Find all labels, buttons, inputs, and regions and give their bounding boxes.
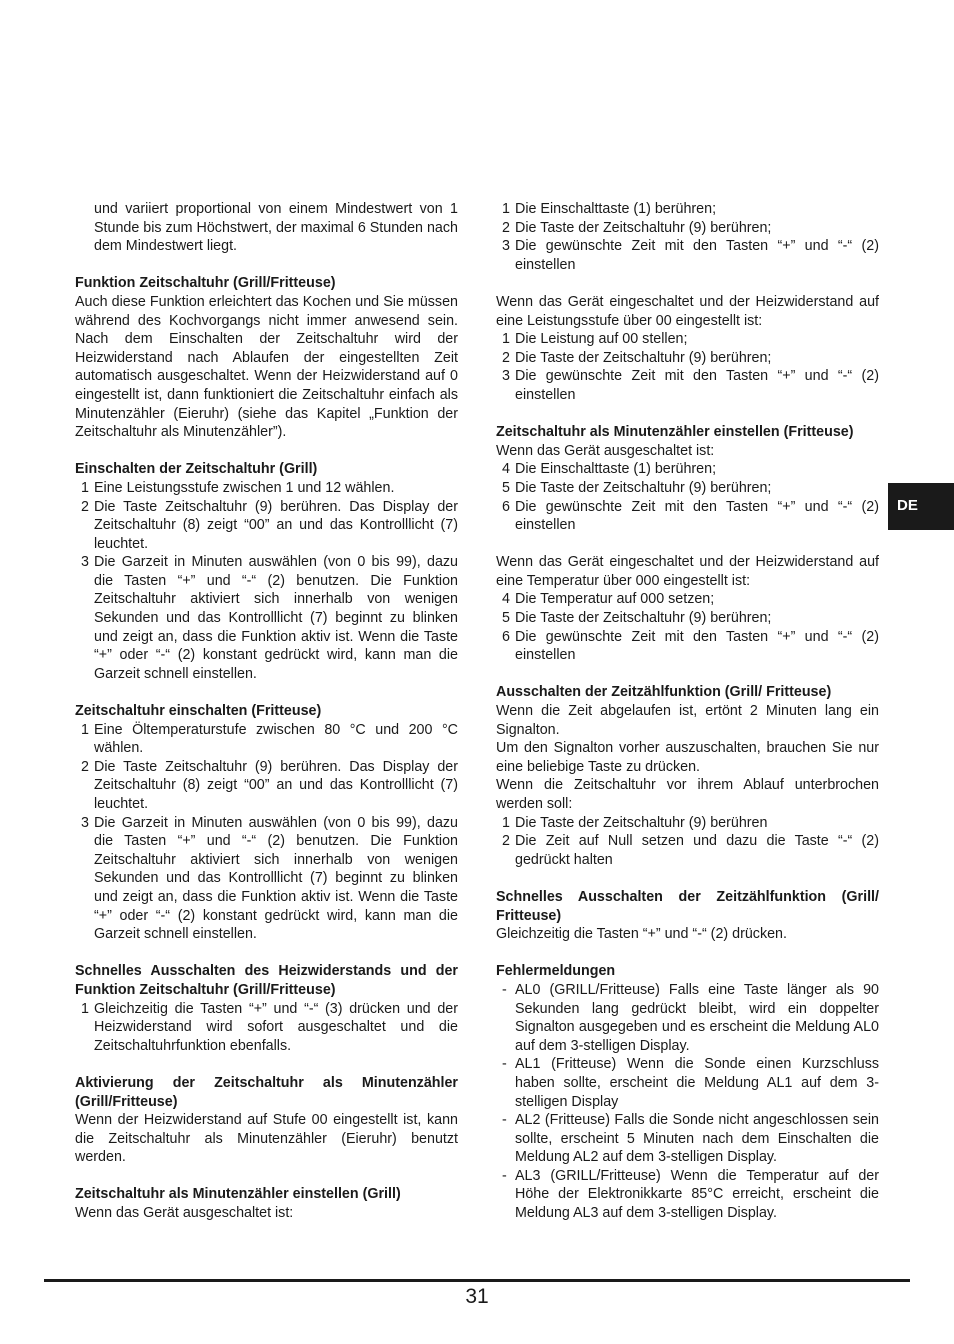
list-item: 3 Die Garzeit in Minuten auswählen (von 0 bis 99), dazu die Tasten “+” und “-“ (2) benutzen. Die Funktion Zeitschaltuhr aktiviert sich innerhalb von wenigen Sekunden und das Kontrolllicht (7) beginnt zu blinken und zeigt an, dass die Funktion aktiv ist. Wenn die Taste “+” oder “-“ (2) konstant gedrückt wird, kann man die Garzeit schnell einstellen. [81,814,458,943]
paragraph-temperatur: Wenn das Gerät eingeschaltet und der Heizwiderstand auf eine Temperatur über 000 eingestellt ist: [496,554,879,589]
heading-ausschalten-zeitzaehlfunktion: Ausschalten der Zeitzählfunktion (Grill/ Fritteuse) [496,684,832,701]
page-number: 31 [465,1285,489,1308]
intro-paragraph: und variiert proportional von einem Mindestwert von 1 Stunde bis zum Höchstwert, der maximal 6 Stunden nach dem Mindestwert liegt. [94,201,458,255]
paragraph-schnelles-ausschalten-zeitzaehl: Gleichzeitig die Tasten “+” und “-“ (2) drücken. [496,926,787,943]
list-item: 2 Die Zeit auf Null setzen und dazu die Taste “-“ (2) gedrückt halten [502,833,879,868]
list-temperatur [496,590,879,664]
list-minutenzaehler-fritteuse [496,460,879,534]
list-item: 3 Die Garzeit in Minuten auswählen (von 0 bis 99), dazu die Tasten “+” und “-“ (2) benutzen. Die Funktion Zeitschaltuhr aktiviert sich innerhalb von wenigen Sekunden und das Kontrolllicht (7) beginnt zu blinken und zeigt an, dass die Funktion aktiv ist. Wenn die Taste “+” oder “-“ (2) konstant gedrückt wird, kann man die Garzeit schnell einstellen. [81,554,458,682]
list-item: 2 Die Taste der Zeitschaltuhr (9) berühren; [502,219,772,236]
heading-einschalten-fritteuse: Zeitschaltuhr einschalten (Fritteuse) [75,703,322,720]
list-item: 3 Die gewünschte Zeit mit den Tasten “+” und “-“ (2) einstellen [502,238,879,273]
list-item: 1 Eine Öltemperaturstufe zwischen 80 °C und 200 °C wählen. [81,721,458,757]
list-item: 1 Gleichzeitig die Tasten “+” und “-“ (3) drücken und der Heizwiderstand wird sofort ausgeschaltet und die Zeitschaltuhrfunktion ebenfalls. [81,1000,458,1054]
list-item: 2 Die Taste Zeitschaltuhr (9) berühren. Das Display der Zeitschaltuhr (8) zeigt “00” an und das Kontrolllicht (7) leuchtet. [81,758,458,812]
list-item: 6 Die gewünschte Zeit mit den Tasten “+” und “-“ (2) einstellen [502,628,879,664]
right-column [496,200,879,1223]
list-item: - AL0 (GRILL/Fritteuse) Falls eine Taste länger als 90 Sekunden lang gedrückt bleibt, wird ein doppelter Signalton ausgegeben und es erscheint die Meldung AL0 auf dem 3-stelligen Display. [502,981,879,1054]
paragraph-signalton-ausschalten: Um den Signalton vorher auszuschalten, brauchen Sie nur eine beliebige Taste zu drücken. [496,740,879,775]
list-fehlermeldungen [496,981,879,1223]
list-item: 1 Die Einschalttaste (1) berühren; [502,201,717,217]
list-item: - AL3 (GRILL/Fritteuse) Wenn die Temperatur auf der Höhe der Elektronikkarte 85°C erreicht, erscheint die Meldung AL3 auf dem 3-stelligen Display. [502,1167,879,1222]
list-item: 1 Die Leistung auf 00 stellen; [502,331,688,348]
paragraph-zeitschaltuhr-funktion: Auch diese Funktion erleichtert das Kochen und Sie müssen während des Kochvorgangs nicht immer anwesend sein. Nach dem Einschalten der Zeitschaltuhr wird der Heizwiderstand nach Ablaufen der eingestellten Zeit automatisch ausgeschaltet. Wenn der Heizwiderstand auf 0 eingestellt ist, dann funktioniert die Zeitschaltuhr einfach als Minutenzähler (Eieruhr) (siehe das Kapitel „Funktion der Zeitschaltuhr als Minutenzähler”). [75,293,458,441]
paragraph-unterbrechen: Wenn die Zeitschaltuhr vor ihrem Ablauf unterbrochen werden soll: [496,777,879,812]
language-tab: DE [888,483,954,530]
list-item: 2 Die Taste Zeitschaltuhr (9) berühren. Das Display der Zeitschaltuhr (8) zeigt “00” an und das Kontrolllicht (7) leuchtet. [81,498,458,552]
footer-divider [44,1279,910,1282]
heading-minutenzaehler-grill: Zeitschaltuhr als Minutenzähler einstellen (Grill) [75,1186,401,1203]
list-item: - AL2 (Fritteuse) Falls die Sonde nicht angeschlossen sein sollte, erscheint 5 Minuten nach dem Einschalten die Meldung AL2 auf dem 3-stelligen Display. [502,1112,879,1166]
heading-aktivierung-minutenzaehler: Aktivierung der Zeitschaltuhr als Minutenzähler (Grill/Fritteuse) [75,1074,458,1110]
paragraph-minutenzaehler-fritteuse: Wenn das Gerät ausgeschaltet ist: [496,442,715,459]
list-grill-steps [496,200,879,274]
heading-fehlermeldungen: Fehlermeldungen [496,963,616,980]
list-leistungsstufe [496,330,879,404]
list-schnelles-ausschalten [75,1000,458,1056]
list-item: 1 Die Taste der Zeitschaltuhr (9) berühren [502,814,768,831]
heading-zeitschaltuhr-funktion: Funktion Zeitschaltuhr (Grill/Fritteuse) [75,275,336,292]
list-einschalten-fritteuse [75,721,458,944]
list-item: 4 Die Temperatur auf 000 setzen; [502,591,715,608]
left-column [75,200,458,1223]
list-unterbrechen [496,814,879,870]
heading-minutenzaehler-fritteuse: Zeitschaltuhr als Minutenzähler einstellen (Fritteuse) [496,424,854,441]
paragraph-aktivierung-minutenzaehler: Wenn der Heizwiderstand auf Stufe 00 eingestellt ist, kann die Zeitschaltuhr als Minutenzähler (Eieruhr) benutzt werden. [75,1112,458,1166]
list-item: 6 Die gewünschte Zeit mit den Tasten “+” und “-“ (2) einstellen [502,498,879,534]
list-item: 5 Die Taste der Zeitschaltuhr (9) berühren; [502,479,772,496]
heading-schnelles-ausschalten: Schnelles Ausschalten des Heizwiderstands und der Funktion Zeitschaltuhr (Grill/Fritteuse) [75,963,458,998]
paragraph-leistungsstufe: Wenn das Gerät eingeschaltet und der Heizwiderstand auf eine Leistungsstufe über 00 eingestellt ist: [496,293,879,329]
list-item: 4 Die Einschalttaste (1) berühren; [502,461,717,478]
paragraph-minutenzaehler-grill: Wenn das Gerät ausgeschaltet ist: [75,1205,294,1222]
heading-einschalten-grill: Einschalten der Zeitschaltuhr (Grill) [75,461,318,478]
list-item: 5 Die Taste der Zeitschaltuhr (9) berühren; [502,610,772,627]
list-einschalten-grill [75,479,458,684]
list-item: - AL1 (Fritteuse) Wenn die Sonde einen Kurzschluss haben sollte, erscheint die Meldung AL1 auf dem 3-stelligen Display [502,1056,879,1110]
heading-schnelles-ausschalten-zeitzaehl: Schnelles Ausschalten der Zeitzählfunktion (Grill/ Fritteuse) [496,888,879,924]
list-item: 2 Die Taste der Zeitschaltuhr (9) berühren; [502,349,772,366]
paragraph-signalton: Wenn die Zeit abgelaufen ist, ertönt 2 Minuten lang ein Signalton. [496,703,879,738]
list-item: 1 Eine Leistungsstufe zwischen 1 und 12 wählen. [81,479,395,496]
list-item: 3 Die gewünschte Zeit mit den Tasten “+” und “-“ (2) einstellen [502,368,879,403]
